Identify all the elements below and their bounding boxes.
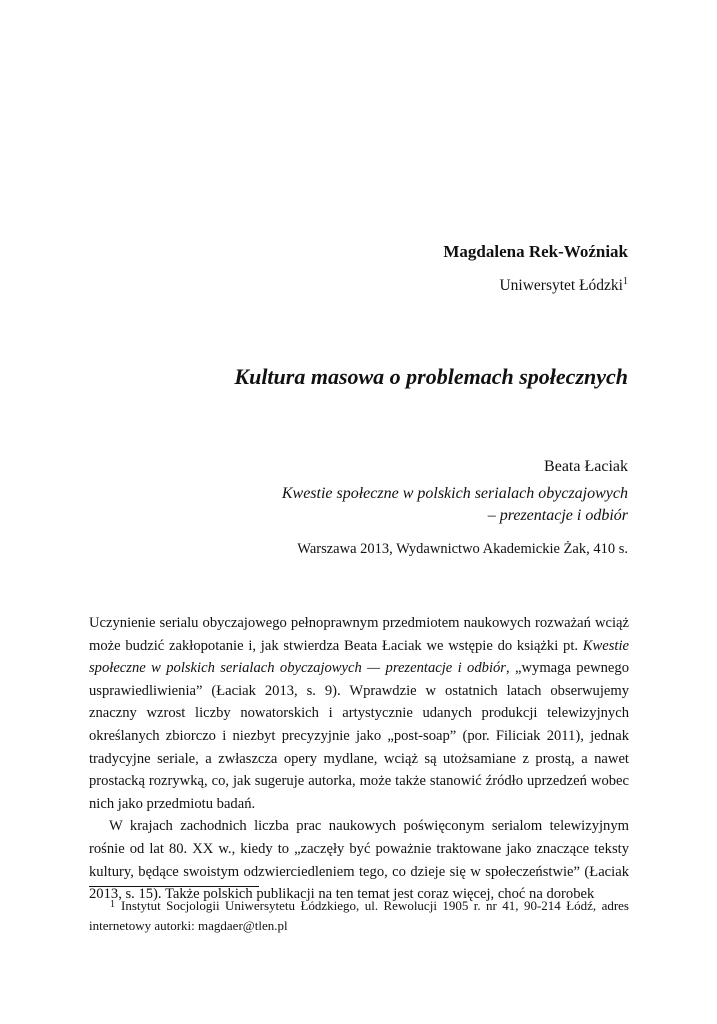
footnote	[89, 895, 629, 936]
paragraph-2: W krajach zachodnich liczba prac naukowych poświęconym serialom telewizyjnym rośnie od lat 80. XX w., kiedy to „zaczęły być poważnie traktowane jako znaczące teksty kultury, będące swoistym odzwierciedleniem tego, co dzieje się w społeczeństwie” (Łaciak 2013, s. 15). Także polskich publikacji na ten temat jest coraz więcej, choć na dorobek	[89, 818, 629, 903]
reviewed-book-title-line2: – prezentacje i odbiór	[487, 507, 628, 524]
author-affiliation	[499, 277, 628, 295]
paragraph-1-book-title: Kwestie społeczne w polskich serialach obyczajowych — prezentacje i odbiór	[89, 637, 629, 677]
footnote-divider	[89, 886, 259, 887]
paragraph-1	[89, 612, 629, 815]
paragraph-1-start: Uczynienie serialu obyczajowego pełnoprawnym przedmiotem naukowych rozważań wciąż może budzić zakłopotanie i, jak stwierdza Beata Łaciak we wstępie do książki pt.	[89, 615, 629, 654]
reviewed-book-title-line1: Kwestie społeczne w polskich serialach obyczajowych	[281, 485, 628, 502]
footnote-marker: 1	[623, 275, 628, 287]
paragraph-1-end: , „wymaga pewnego usprawiedliwienia” (Łaciak 2013, s. 9). Wprawdzie w ostatnich latach obserwujemy znaczny wzrost liczby nowatorskich i artystycznie udanych produkcji telewizyjnych określanych zbiorczo i niezbyt precyzyjnie jako „post-soap” (por. Filiciak 2011), jednak tradycyjne seriale, a zwłaszcza opery mydlane, wciąż są utożsamiane z prostą, a nawet prostacką rozrywką, co, jak sugeruje autorka, może także stanowić źródło uprzedzeń wobec nich jako przedmiotu badań.	[89, 660, 629, 812]
footnote-text: Instytut Socjologii Uniwersytetu Łódzkiego, ul. Rewolucji 1905 r. nr 41, 90-214 Łódź, adres internetowy autorki: magdaer@tlen.pl	[89, 898, 629, 933]
reviewed-book-author: Beata Łaciak	[544, 458, 628, 475]
body-text	[89, 612, 629, 906]
footnote-number: 1	[110, 899, 115, 910]
reviewed-book-publication: Warszawa 2013, Wydawnictwo Akademickie Żak, 410 s.	[297, 541, 628, 557]
article-title: Kultura masowa o problemach społecznych	[234, 364, 628, 389]
author-name: Magdalena Rek-Woźniak	[443, 242, 628, 261]
affiliation-text: Uniwersytet Łódzki	[499, 277, 623, 294]
